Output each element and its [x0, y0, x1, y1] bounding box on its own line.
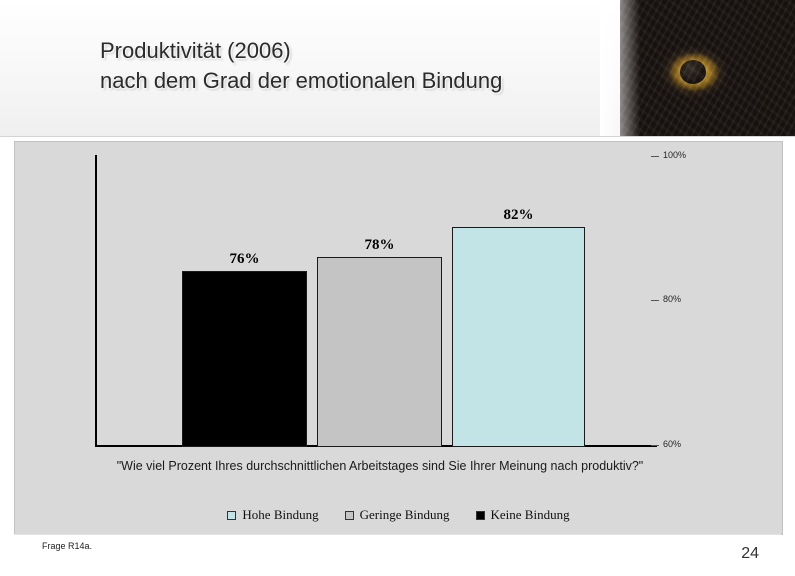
- chart-panel: [14, 141, 783, 535]
- page-title: [100, 36, 700, 96]
- bar-keine-bindung: [182, 271, 307, 447]
- ytick-label-60: 60%: [663, 439, 682, 449]
- bar-label-hohe-bindung: 82%: [503, 207, 534, 223]
- title-line-2: nach dem Grad der emotionalen Bindung: [100, 68, 503, 93]
- bar-geringe-bindung: [317, 257, 442, 447]
- legend-item-keine-bindung: [476, 507, 570, 523]
- ytick-label-100: 100%: [663, 150, 687, 160]
- bar-label-geringe-bindung: 78%: [364, 237, 395, 253]
- legend-item-geringe-bindung: [345, 507, 450, 523]
- legend-swatch-geringe-bindung: [345, 511, 354, 520]
- footer-divider: [14, 534, 781, 535]
- chart-subtitle: "Wie viel Prozent Ihres durchschnittlichen Arbeitstages sind Sie Ihrer Meinung nach produktiv?": [116, 459, 644, 473]
- legend-swatch-keine-bindung: [476, 511, 485, 520]
- bar-hohe-bindung: [452, 227, 585, 447]
- legend-label-geringe-bindung: Geringe Bindung: [359, 507, 450, 522]
- page-number: 24: [741, 545, 759, 562]
- legend-label-keine-bindung: Keine Bindung: [490, 507, 570, 522]
- legend-swatch-hohe-bindung: [227, 511, 236, 520]
- slide-header: [0, 0, 795, 137]
- footer-source-note: Frage R14a.: [42, 541, 93, 551]
- legend-item-hohe-bindung: [227, 507, 318, 523]
- chart-legend: [15, 507, 782, 523]
- bar-label-keine-bindung: 76%: [229, 251, 260, 267]
- legend-label-hohe-bindung: Hohe Bindung: [242, 507, 319, 522]
- title-line-1: Produktivität (2006): [100, 38, 291, 63]
- ytick-label-80: 80%: [663, 294, 682, 304]
- chart-plot-area: [95, 155, 655, 447]
